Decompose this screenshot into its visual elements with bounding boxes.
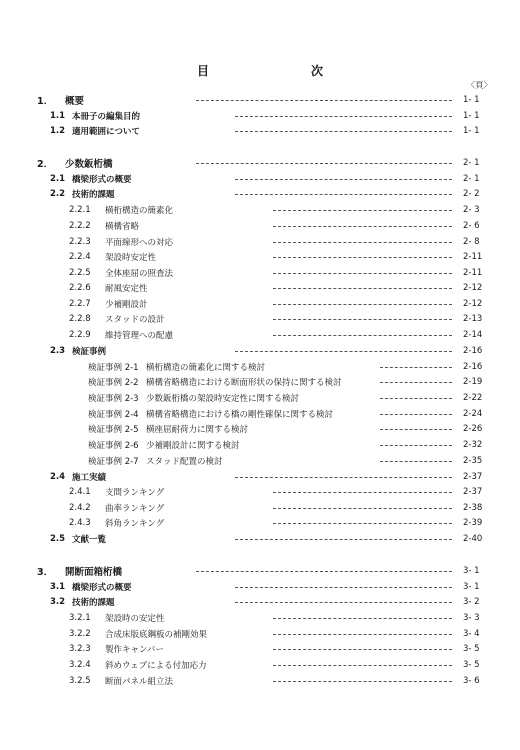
dotted-leader <box>235 179 452 180</box>
toc-entry-number: 検証事例 2-3 <box>88 394 139 404</box>
toc-entry-label <box>69 204 173 216</box>
toc-entry-number: 2.2.4 <box>69 252 91 262</box>
dotted-leader <box>235 116 452 117</box>
toc-entry-title: 架設時安定性 <box>105 253 157 263</box>
dotted-leader <box>196 163 452 164</box>
dotted-leader <box>196 100 452 101</box>
toc-entry[interactable] <box>0 501 520 515</box>
toc-entry-title: 維持管理への配慮 <box>105 331 174 341</box>
toc-entry-page: 2-12 <box>463 283 483 293</box>
toc-entry-title: 平面線形への対応 <box>105 238 174 248</box>
toc-entry[interactable] <box>0 93 520 107</box>
toc-entry-number: 2.2.5 <box>69 268 91 278</box>
toc-entry-label <box>69 298 148 310</box>
toc-entry-number: 2.5 <box>50 534 66 544</box>
toc-entry-label <box>50 188 115 200</box>
toc-entry-title: 開断面箱桁橋 <box>65 567 123 578</box>
toc-entry[interactable] <box>0 109 520 123</box>
toc-entry-label <box>69 282 148 294</box>
toc-entry[interactable] <box>0 297 520 311</box>
toc-entry-number: 2.2.3 <box>69 237 91 247</box>
toc-entry-number: 検証事例 2-5 <box>88 425 139 435</box>
dotted-leader <box>380 398 452 399</box>
dotted-leader <box>273 508 452 509</box>
dotted-leader <box>273 226 452 227</box>
toc-entry-label <box>69 675 173 687</box>
toc-entry-label <box>88 376 342 388</box>
toc-entry-label <box>69 220 139 232</box>
dotted-leader <box>235 477 452 478</box>
dotted-leader <box>380 461 452 462</box>
toc-entry-label <box>88 439 240 451</box>
toc-entry-number: 2.4.2 <box>69 503 91 513</box>
dotted-leader <box>273 523 452 524</box>
dotted-leader <box>273 257 452 258</box>
toc-entry-label <box>50 125 140 137</box>
toc-entry[interactable] <box>0 124 520 138</box>
toc-entry-label <box>69 486 164 498</box>
dotted-leader <box>273 210 452 211</box>
toc-entry[interactable] <box>0 312 520 326</box>
toc-entry-page: 2-22 <box>463 393 483 403</box>
toc-entry-page: 2-14 <box>463 330 483 340</box>
dotted-leader <box>235 131 452 132</box>
toc-entry-page: 2-13 <box>463 314 483 324</box>
toc-entry-number: 検証事例 2-2 <box>88 378 139 388</box>
toc-entry-title: 斜めウェブによる付加応力 <box>105 661 207 671</box>
toc-entry-page: 3- 5 <box>463 660 480 670</box>
toc-entry[interactable] <box>0 375 520 389</box>
toc-entry-label <box>88 392 299 404</box>
toc-entry-number: 3.2 <box>50 597 66 607</box>
toc-entry-label <box>37 156 113 170</box>
toc-entry[interactable] <box>0 328 520 342</box>
toc-entry-number: 3． <box>37 567 54 578</box>
toc-entry-page: 2-26 <box>463 424 483 434</box>
dotted-leader <box>380 429 452 430</box>
toc-entry[interactable] <box>0 516 520 530</box>
toc-entry-title: 少補剛設計に関する検討 <box>146 441 240 451</box>
toc-entry-label <box>50 581 132 593</box>
toc-entry-page: 2-11 <box>463 268 483 278</box>
toc-entry-number: 2.4.3 <box>69 518 91 528</box>
toc-entry[interactable] <box>0 470 520 484</box>
toc-entry[interactable] <box>0 235 520 249</box>
toc-entry-label <box>50 345 106 357</box>
toc-entry[interactable] <box>0 281 520 295</box>
toc-entry-page: 2- 8 <box>463 237 480 247</box>
toc-entry-page: 2-16 <box>463 346 483 356</box>
toc-entry-number: 3.2.1 <box>69 613 91 623</box>
toc-entry[interactable] <box>0 674 520 688</box>
toc-entry-title: 支間ランキング <box>105 488 165 498</box>
dotted-leader <box>235 539 452 540</box>
toc-entry-number: 2.2.6 <box>69 283 91 293</box>
toc-entry-number: 2． <box>37 159 54 170</box>
dotted-leader <box>273 335 452 336</box>
dotted-leader <box>273 242 452 243</box>
toc-entry-page: 2- 2 <box>463 189 480 199</box>
dotted-leader <box>196 571 452 572</box>
toc-entry-page: 2-37 <box>463 472 483 482</box>
toc-entry[interactable] <box>0 391 520 405</box>
toc-entry-number: 3.2.5 <box>69 676 91 686</box>
toc-entry-page: 3- 3 <box>463 613 480 623</box>
toc-entry-title: 橋梁形式の概要 <box>72 175 132 185</box>
toc-entry-page: 2-38 <box>463 503 483 513</box>
toc-entry-title: 施工実績 <box>72 473 107 483</box>
toc-entry-label <box>69 313 165 325</box>
toc-entry-label <box>69 643 164 655</box>
toc-entry-title: 本冊子の編集目的 <box>72 112 141 122</box>
toc-entry-page: 3- 2 <box>463 597 480 607</box>
dotted-leader <box>273 304 452 305</box>
toc-entry-label <box>50 533 106 545</box>
toc-entry-label <box>88 361 265 373</box>
dotted-leader <box>380 414 452 415</box>
toc-entry-label <box>69 236 173 248</box>
toc-entry-label <box>69 267 173 279</box>
toc-entry[interactable] <box>0 595 520 609</box>
toc-entry-label <box>88 423 248 435</box>
toc-entry-page: 1- 1 <box>463 111 480 121</box>
toc-entry-title: 概要 <box>65 96 85 107</box>
toc-entry-page: 2-24 <box>463 409 483 419</box>
toc-entry-title: 少補剛設計 <box>105 300 148 310</box>
toc-entry-title: 断面パネル組立法 <box>105 677 174 687</box>
toc-entry-page: 2-12 <box>463 299 483 309</box>
toc-entry[interactable] <box>0 454 520 468</box>
toc-entry[interactable] <box>0 642 520 656</box>
toc-entry[interactable] <box>0 422 520 436</box>
toc-entry-title: 適用範囲について <box>72 127 140 137</box>
toc-entry-page: 1- 1 <box>463 126 480 136</box>
toc-entry-title: 技術的課題 <box>72 190 115 200</box>
toc-entry-number: 検証事例 2-6 <box>88 441 139 451</box>
toc-entry-title: 少数鈑桁橋の架設時安定性に関する検討 <box>146 394 300 404</box>
toc-entry-page: 2-39 <box>463 518 483 528</box>
toc-entry[interactable] <box>0 203 520 217</box>
toc-entry-label <box>88 455 223 467</box>
toc-entry-number: 2.3 <box>50 346 66 356</box>
toc-entry-page: 3- 1 <box>463 566 480 576</box>
toc-entry-title: 文献一覧 <box>72 535 107 545</box>
toc-entry-label <box>50 110 140 122</box>
toc-entry-page: 2-40 <box>463 534 483 544</box>
toc-entry-page: 2- 1 <box>463 158 480 168</box>
toc-entry[interactable] <box>0 438 520 452</box>
toc-entry-title: 横構省略構造における橋の剛性確保に関する検討 <box>146 410 334 420</box>
dotted-leader <box>273 319 452 320</box>
toc-entry-title: 横桁構造の簡素化に関する検討 <box>146 363 266 373</box>
toc-entry-label <box>69 612 165 624</box>
toc-entry[interactable] <box>0 564 520 578</box>
toc-entry[interactable] <box>0 658 520 672</box>
toc-entry-number: 3.2.4 <box>69 660 91 670</box>
toc-entry-title: 横座屈耐荷力に関する検討 <box>146 425 249 435</box>
toc-entry[interactable] <box>0 266 520 280</box>
toc-entry[interactable] <box>0 580 520 594</box>
toc-entry[interactable] <box>0 344 520 358</box>
toc-entry[interactable] <box>0 219 520 233</box>
toc-entry-title: 全体座屈の照査法 <box>105 269 174 279</box>
toc-entry-page: 2- 6 <box>463 221 480 231</box>
toc-entry[interactable] <box>0 627 520 641</box>
toc-entry-page: 2-35 <box>463 456 483 466</box>
page-column-header: 〈頁〉 <box>466 81 492 91</box>
toc-entry-label <box>69 628 207 640</box>
toc-entry[interactable] <box>0 156 520 170</box>
toc-entry-number: 2.4.1 <box>69 487 91 497</box>
toc-entry-label <box>37 93 84 107</box>
toc-entry-page: 2- 3 <box>463 205 480 215</box>
dotted-leader <box>380 445 452 446</box>
toc-entry-number: 2.2.7 <box>69 299 91 309</box>
toc-entry[interactable] <box>0 485 520 499</box>
toc-entry-page: 1- 1 <box>463 95 480 105</box>
dotted-leader <box>273 618 452 619</box>
toc-entry-label <box>50 173 132 185</box>
toc-entry[interactable] <box>0 187 520 201</box>
toc-entry-title: スタッドの設計 <box>105 315 165 325</box>
toc-entry-number: 2.2.1 <box>69 205 91 215</box>
dotted-leader <box>273 665 452 666</box>
toc-entry-label <box>69 251 156 263</box>
toc-entry-title: 技術的課題 <box>72 598 115 608</box>
dotted-leader <box>380 382 452 383</box>
dotted-leader <box>273 288 452 289</box>
dotted-leader <box>273 492 452 493</box>
toc-entry-number: 2.2.9 <box>69 330 91 340</box>
dotted-leader <box>273 681 452 682</box>
toc-entry-page: 2- 1 <box>463 174 480 184</box>
toc-entry-number: 検証事例 2-4 <box>88 410 139 420</box>
toc-entry-number: 2.4 <box>50 472 66 482</box>
toc-entry-title: 少数鈑桁橋 <box>65 159 113 170</box>
dotted-leader <box>235 194 452 195</box>
dotted-leader <box>235 602 452 603</box>
toc-entry-title: 横構省略構造における断面形状の保持に関する検討 <box>146 378 342 388</box>
toc-entry-number: 1.1 <box>50 111 66 121</box>
toc-entry[interactable] <box>0 407 520 421</box>
toc-entry-page: 2-37 <box>463 487 483 497</box>
toc-entry-number: 2.1 <box>50 174 66 184</box>
toc-entry-label <box>88 408 333 420</box>
toc-entry-title: 架設時の安定性 <box>105 614 165 624</box>
toc-entry-title: 検証事例 <box>72 347 107 357</box>
toc-entry[interactable] <box>0 360 520 374</box>
toc-entry-page: 2-11 <box>463 252 483 262</box>
dotted-leader <box>235 587 452 588</box>
toc-entry[interactable] <box>0 611 520 625</box>
toc-entry-number: 検証事例 2-1 <box>88 363 139 373</box>
toc-entry-label <box>50 596 115 608</box>
toc-entry-label <box>50 471 106 483</box>
toc-entry-page: 3- 5 <box>463 644 480 654</box>
toc-entry-number: 2.2 <box>50 189 66 199</box>
toc-entry-number: 3.2.3 <box>69 644 91 654</box>
toc-entry-label <box>69 329 173 341</box>
toc-entry-label <box>37 564 122 578</box>
toc-entry-title: 製作キャンバー <box>105 645 164 655</box>
toc-entry-page: 2-16 <box>463 362 483 372</box>
toc-entry-page: 2-32 <box>463 440 483 450</box>
toc-entry-title: 横構省略 <box>105 222 140 232</box>
dotted-leader <box>273 634 452 635</box>
toc-entry-number: 2.2.2 <box>69 221 91 231</box>
toc-entry-label <box>69 502 164 514</box>
dotted-leader <box>235 351 452 352</box>
toc-entry[interactable] <box>0 250 520 264</box>
toc-entry[interactable] <box>0 172 520 186</box>
dotted-leader <box>273 649 452 650</box>
toc-entry-title: 橋梁形式の概要 <box>72 583 132 593</box>
toc-entry-number: 検証事例 2-7 <box>88 457 139 467</box>
toc-entry-title: スタッド配置の検討 <box>146 457 223 467</box>
dotted-leader <box>273 273 452 274</box>
toc-entry-number: 1． <box>37 96 54 107</box>
toc-entry-label <box>69 659 207 671</box>
toc-entry-label <box>69 517 164 529</box>
toc-entry-title: 斜角ランキング <box>105 519 165 529</box>
toc-entry-page: 3- 6 <box>463 676 480 686</box>
toc-entry-page: 2-19 <box>463 377 483 387</box>
toc-entry-title: 横桁構造の簡素化 <box>105 206 174 216</box>
toc-entry-title: 合成床版底鋼板の補剛効果 <box>105 630 208 640</box>
toc-entry-page: 3- 4 <box>463 629 480 639</box>
toc-entry-title: 曲率ランキング <box>105 504 165 514</box>
toc-entry-page: 3- 1 <box>463 582 480 592</box>
toc-entry[interactable] <box>0 532 520 546</box>
toc-entry-number: 3.2.2 <box>69 629 91 639</box>
toc-entry-number: 2.2.8 <box>69 314 91 324</box>
toc-entry-number: 3.1 <box>50 582 66 592</box>
dotted-leader <box>380 367 452 368</box>
toc-entry-number: 1.2 <box>50 126 66 136</box>
toc-entry-title: 耐風安定性 <box>105 284 148 294</box>
page-title: 目 次 <box>196 64 349 78</box>
